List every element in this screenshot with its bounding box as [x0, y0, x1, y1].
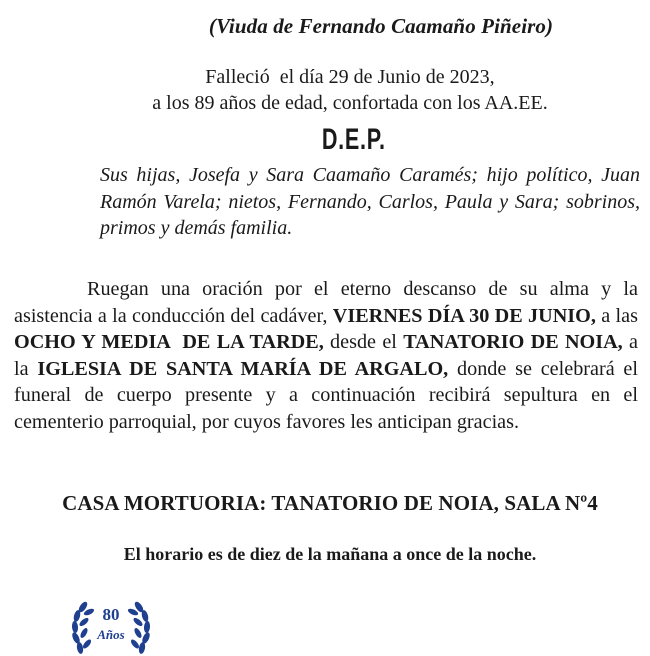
family-paragraph: Sus hijas, Josefa y Sara Caamaño Caramés; hijo político, Juan Ramón Varela; nietos, Fernando, Carlos, Paula y Sara; sobrinos, primos y demás familia. [100, 164, 640, 239]
funeral-text: donde se celebrará el funeral de cuerpo presente y a continuación recibirá sepultura en el cementerio parroquial, por cuyos favores les anticipan gracias. [14, 357, 638, 433]
funeral-church: IGLESIA DE SANTA MARÍA DE ARGALO, [37, 357, 449, 380]
anniversary-badge [66, 596, 156, 656]
funeral-text: a la [14, 331, 638, 380]
badge-number: 80 [102, 605, 120, 624]
death-age-line: a los 89 años de edad, confortada con los AA.EE. [152, 92, 548, 114]
laurel-wreath-icon [66, 596, 156, 656]
mortuary-heading: CASA MORTUORIA: TANATORIO DE NOIA, SALA Nº4 [62, 491, 598, 515]
death-date-line: Falleció el día 29 de Junio de 2023, [205, 66, 495, 88]
schedule-line: El horario es de diez de la mañana a once de la noche. [123, 544, 537, 564]
funeral-text: desde el [323, 331, 404, 353]
funeral-date: VIERNES DÍA 30 DE JUNIO, [332, 304, 596, 327]
widow-subtitle: (Viuda de Fernando Caamaño Piñeiro) [208, 14, 554, 38]
funeral-text: a las [595, 304, 638, 327]
death-notice [0, 64, 650, 116]
badge-label: Años [97, 627, 125, 642]
funeral-text: Ruegan una oración por el eterno descanso de su alma y la asistencia a la conducción del cadáver, [14, 278, 638, 327]
funeral-paragraph [14, 276, 638, 435]
funeral-time: OCHO Y MEDIA DE LA TARDE, [14, 331, 324, 353]
funeral-origin: TANATORIO DE NOIA, [403, 331, 623, 353]
dep-heading: D.E.P. [321, 123, 386, 156]
